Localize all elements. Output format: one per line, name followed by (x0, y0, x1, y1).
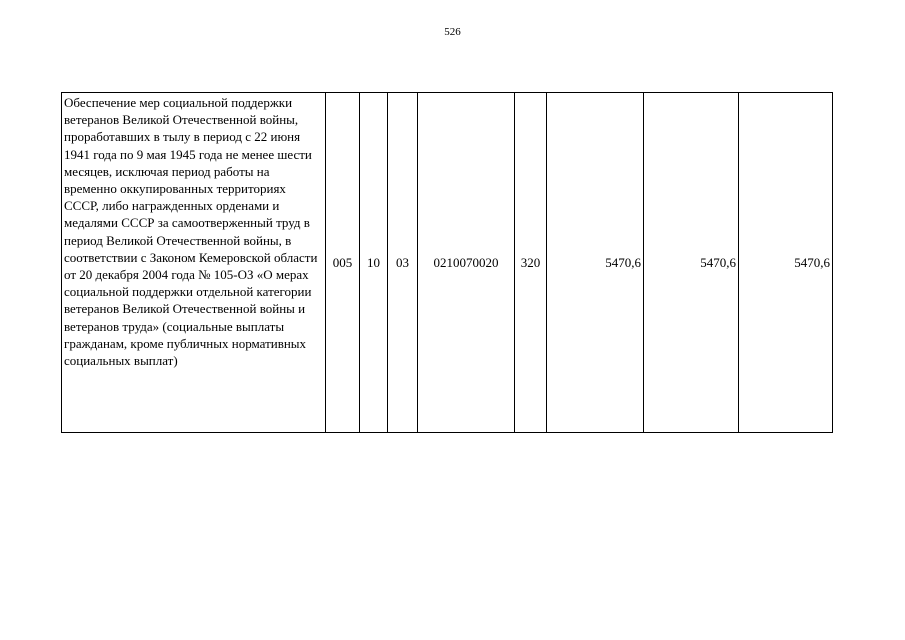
table-row (62, 93, 833, 433)
target-article-cell: 0210070020 (418, 93, 515, 433)
ministry-code-cell: 005 (326, 93, 360, 433)
section-cell: 10 (360, 93, 388, 433)
page-number: 526 (444, 26, 461, 38)
amount-cell-2: 5470,6 (644, 93, 739, 433)
description-cell: Обеспечение мер социальной поддержки ветеранов Великой Отечественной войны, проработавших в тылу в период с 22 июня 1941 года по 9 мая 1945 года не менее шести месяцев, исключая период работы на временно оккупированных территориях СССР, либо награжденных орденами и медалями СССР за самоотверженный труд в период Великой Отечественной войны, в соответствии с Законом Кемеровской области от 20 декабря 2004 года № 105-ОЗ «О мерах социальной поддержки отдельной категории ветеранов Великой Отечественной войны и ветеранов труда» (социальные выплаты гражданам, кроме публичных нормативных социальных выплат) (62, 93, 326, 433)
budget-table (61, 92, 833, 433)
amount-cell-3: 5470,6 (739, 93, 833, 433)
amount-cell-1: 5470,6 (547, 93, 644, 433)
expense-type-cell: 320 (515, 93, 547, 433)
subsection-cell: 03 (388, 93, 418, 433)
